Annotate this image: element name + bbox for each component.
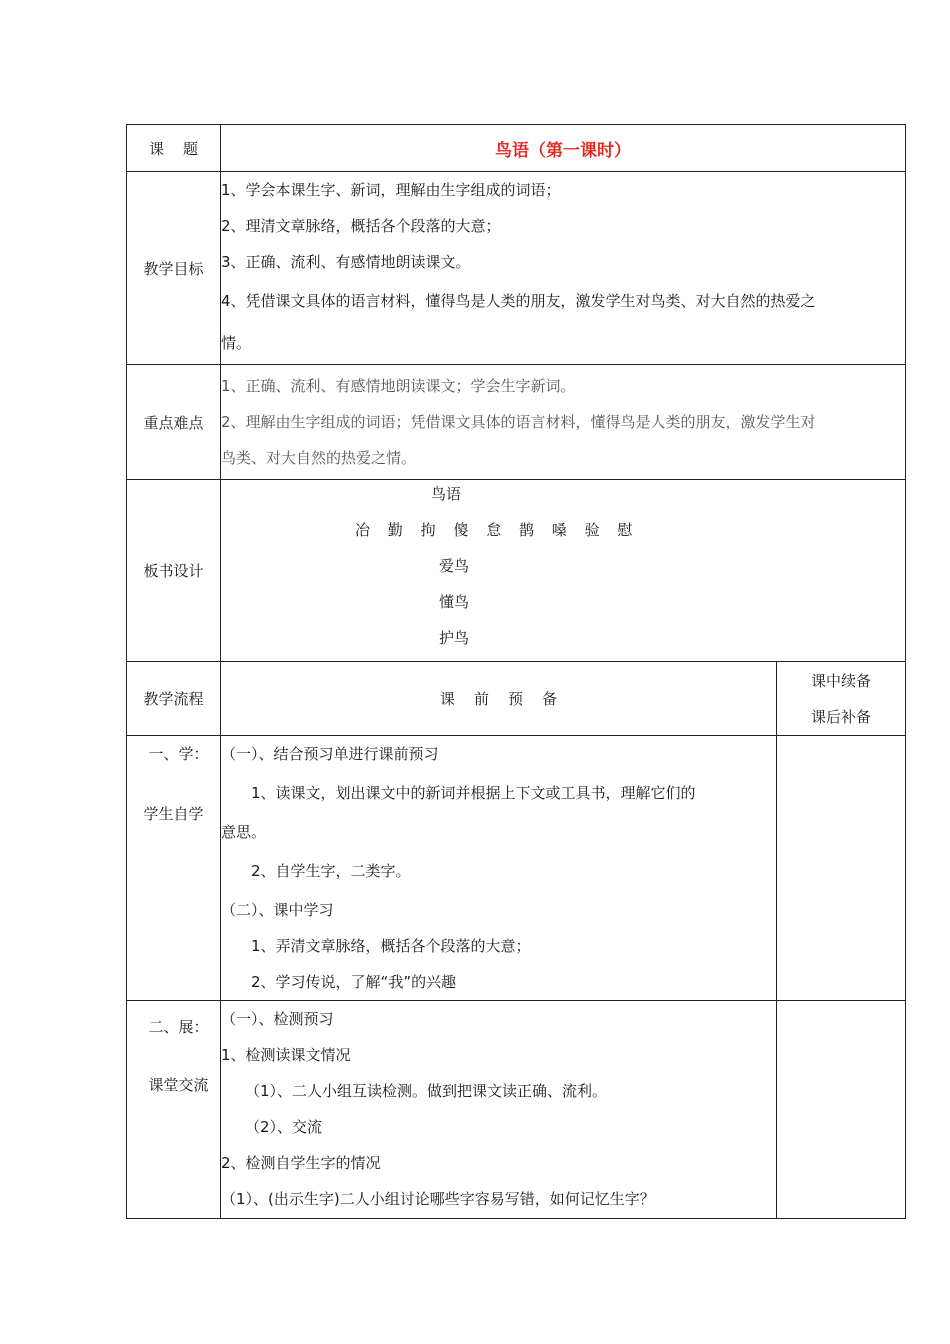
flow-right-header — [777, 662, 906, 736]
board-char: 拘 — [420, 521, 436, 539]
goal-item: 2、理清文章脉络，概括各个段落的大意； — [221, 217, 501, 235]
board-characters — [355, 520, 645, 540]
step1-line: 2、学习传说，了解“我”的兴趣 — [251, 973, 457, 991]
step2-line: （1）、(出示生字)二人小组讨论哪些字容易写错，如何记忆生字？ — [221, 1190, 655, 1208]
board-label: 板书设计 — [127, 480, 221, 662]
step2-line: （一）、检测预习 — [221, 1010, 334, 1028]
key-point-item: 鸟类、对大自然的热爱之情。 — [221, 449, 417, 467]
key-points-row — [127, 365, 906, 480]
goal-item: 1、学会本课生字、新词，理解由生字组成的词语； — [221, 181, 561, 199]
board-char: 勤 — [387, 521, 403, 539]
goal-item: 4、凭借课文具体的语言材料，懂得鸟是人类的朋友，激发学生对鸟类、对大自然的热爱之 — [221, 292, 816, 310]
step2-notes[interactable] — [777, 1001, 906, 1219]
board-char: 慰 — [617, 521, 633, 539]
step2-content — [221, 1001, 777, 1219]
step1-notes[interactable] — [777, 736, 906, 1001]
board-char: 傻 — [453, 521, 469, 539]
flow-middle-header: 课 前 预 备 — [221, 662, 777, 736]
step1-line: 1、读课文，划出课文中的新词并根据上下文或工具书，理解它们的 — [251, 784, 696, 802]
step1-line: 1、弄清文章脉络，概括各个段落的大意； — [251, 937, 531, 955]
board-char: 验 — [584, 521, 600, 539]
step1-line: （一）、结合预习单进行课前预习 — [221, 745, 439, 763]
step2-label-line: 课堂交流 — [148, 1076, 209, 1094]
topic-label: 课 题 — [127, 125, 221, 172]
goal-item: 3、正确、流利、有感情地朗读课文。 — [221, 253, 471, 271]
board-char: 冶 — [355, 521, 371, 539]
step2-line: 1、检测读课文情况 — [221, 1046, 351, 1064]
step1-label — [127, 736, 221, 1001]
step1-row — [127, 736, 906, 1001]
flow-header-row — [127, 662, 906, 736]
board-title: 鸟语 — [431, 485, 462, 503]
step2-label — [127, 1001, 221, 1219]
goal-item: 情。 — [221, 334, 252, 352]
key-point-item: 2、理解由生字组成的词语；凭借课文具体的语言材料，懂得鸟是人类的朋友，激发学生对 — [221, 413, 816, 431]
flow-right-line: 课后补备 — [810, 707, 871, 726]
board-char: 鹊 — [518, 521, 534, 539]
step2-line: 2、检测自学生字的情况 — [221, 1154, 381, 1172]
step2-line: （2）、交流 — [245, 1118, 323, 1136]
goals-label: 教学目标 — [127, 172, 221, 365]
board-char: 嗓 — [551, 521, 567, 539]
flow-label: 教学流程 — [127, 662, 221, 736]
board-char: 怠 — [486, 521, 502, 539]
board-line: 懂鸟 — [439, 593, 470, 611]
step1-content — [221, 736, 777, 1001]
topic-row — [127, 125, 906, 172]
goals-content — [221, 172, 906, 365]
key-points-content — [221, 365, 906, 480]
step2-row — [127, 1001, 906, 1219]
board-line: 爱鸟 — [439, 557, 470, 575]
key-point-item: 1、正确、流利、有感情地朗读课文；学会生字新词。 — [221, 377, 576, 395]
step2-line: （1）、二人小组互读检测。做到把课文读正确、流利。 — [245, 1082, 608, 1100]
step1-label-line: 一、学： — [148, 745, 209, 763]
lesson-plan-table — [126, 124, 906, 1219]
step1-line: （二）、课中学习 — [221, 901, 334, 919]
board-line: 护鸟 — [439, 629, 470, 647]
goals-row — [127, 172, 906, 365]
step1-line: 2、自学生字，二类字。 — [251, 862, 411, 880]
board-content — [221, 480, 906, 662]
step1-label-line: 学生自学 — [143, 805, 204, 823]
step1-line: 意思。 — [221, 823, 267, 841]
key-points-label: 重点难点 — [127, 365, 221, 480]
step2-label-line: 二、展： — [148, 1018, 209, 1036]
lesson-title: 鸟语（第一课时） — [221, 125, 906, 172]
board-row — [127, 480, 906, 662]
flow-right-line: 课中续备 — [810, 671, 871, 690]
